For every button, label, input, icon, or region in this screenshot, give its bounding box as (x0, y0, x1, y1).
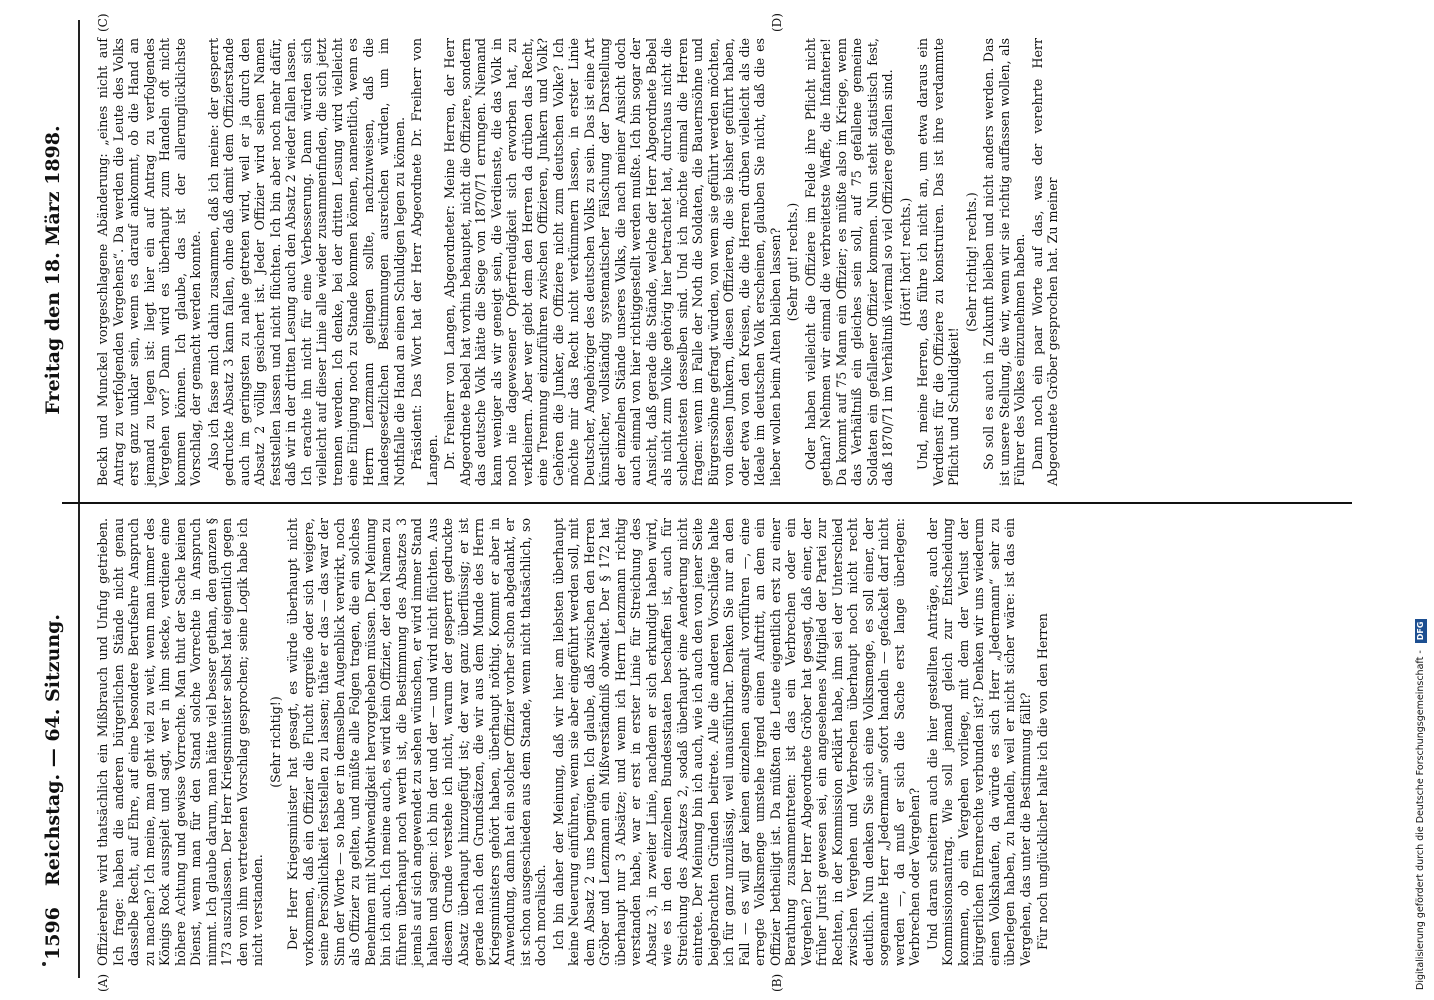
paragraph: Also ich fasse mich dahin zusammen, daß ich meine: der gesperrt gedruckte Absatz 3 kann fallen, ohne daß damit dem Offizierstande auch im geringsten zu nahe getreten wird, weil er ja durch den Absatz 2 völlig gesichert ist. Jeder Offizier wird seinen Namen feststellen lassen und nicht flüchten. Ich bin aber noch mehr dafür, daß wir in der dritten Lesung auch den Absatz 2 wieder fallen lassen. Ich erachte ihn nicht für eine Verbesserung. Dann würden sich vielleicht auf dieser Linie alle wieder zusammenfinden, die sich jetzt trennen werden. Ich denke, bei der dritten Lesung wird vielleicht eine Einigung noch zu Stande kommen können, namentlich, wenn es Herrn Lenzmann gelingen sollte, nachzuweisen, daß die landesgesetzlichen Bestimmungen ausreichen würden, um im Nothfalle die Hand an einen Schuldigen legen zu können. (205, 38, 407, 486)
column-divider (62, 502, 1352, 504)
session-heading: Reichstag. — 64. Sitzung. (42, 613, 64, 887)
paragraph: So soll es auch in Zukunft bleiben und nicht anders werden. Das ist unsere Stellung, die wir, wenn wir sie richtig auffassen wollen, als Führer des Volkes einzunehmen haben. (981, 38, 1027, 486)
page-number: 1596 (42, 907, 64, 960)
date-heading: Freitag den 18. März 1898. (42, 125, 64, 415)
digitization-credit (1408, 0, 1434, 1000)
margin-mark-a: (A) (96, 973, 110, 992)
paragraph: Beckh und Munckel vorgeschlagene Abänderung: „eines nicht auf Antrag zu verfolgenden Vergehens“. Da werden die Leute des Volks erst ganz unklar sein, wenn es darauf ankommt, ob die Hand an jemand zu legen ist: liegt hier ein auf Antrag zu verfolgendes Vergehen vor? Dann wird es überhaupt zum Handeln oft nicht kommen können. Ich glaube, das ist der allerunglücklichste Vorschlag, der gemacht werden konnte. (95, 38, 203, 486)
interjection: (Sehr gut! rechts.) (785, 202, 800, 322)
speaker-paragraph: Dr. Freiherr von Langen, Abgeordneter: Meine Herren, der Herr Abgeordnete Bebel hat vorhin behauptet, nicht die Offiziere, sondern das deutsche Volk hätte die Siege von 1870/71 errungen. Niemand kann weniger als wir geneigt sein, die Verdienste, die das Volk in noch nie dagewesener Opferfreudigkeit sich erworben hat, zu verkleinern. Aber wer giebt dem den Herren da drüben das Recht, eine Trennung einzuführen zwischen Offizieren, Junkern und Volk? Gehören die Junker, die Offiziere nicht zum deutschen Volke? Ich möchte mir das Recht nicht verkümmern lassen, in erster Linie Deutscher, Angehöriger des deutschen Volks zu sein. Das ist eine Art künstlicher, vollständig systematischer Fälschung der Darstellung der einzelnen Stände unseres Volks, die nach meiner Ansicht doch auch einmal von hier richtiggestellt werden mußte. Ich bin sogar der Ansicht, daß gerade die Stände, welche der Herr Abgeordnete Bebel als nicht zum Volke gehörig hier betrachtet hat, durchaus nicht die schlechtesten desselben sind. Und ich möchte einmal die Herren fragen: wenn im Falle der Noth die Soldaten, die Bauernsöhne und Bürgerssöhne gefragt würden, von wem sie geführt werden möchten, von diesen Junkern, diesen Offizieren, die sie bisher geführt haben, oder etwa von den Kreisen, die die Herren drüben vielleicht als die Ideale im deutschen Volk erscheinen, glauben Sie nicht, daß die es lieber wollen beim Alten bleiben lassen? (442, 38, 783, 486)
digitization-sidebar (1408, 0, 1434, 1000)
interjection: (Sehr richtig! rechts.) (963, 192, 979, 332)
paragraph: Und, meine Herren, das führe ich nicht an, um etwa daraus ein Verdienst für die Offiziere zu konstruiren. Das ist ihre verdammte Pflicht und Schuldigkeit! (915, 38, 961, 486)
paragraph: Und daran scheitern auch die hier gestellten Anträge, auch der Kommissionsantrag. Wie soll jemand gleich zur Entscheidung kommen, ob ein Vergehen vorliege, mit dem der Verlust der bürgerlichen Ehrenrechte verbunden ist? Denken wir uns wiederum einen Volkshaufen, da würde es sich Herr „Jedermann“ sehr zu überlegen haben, zu handeln, weil er nicht sicher wäre: ist das ein Vergehen, das unter die Bestimmung fällt? (924, 518, 1033, 966)
header-rule (78, 20, 80, 978)
paragraph: Ich bin daher der Meinung, daß wir hier am liebsten überhaupt keine Neuerung einführen, wenn sie aber eingeführt werden soll, mit dem Absatz 2 uns begnügen. Ich glaube, daß zwischen den Herren Gröber und Lenzmann ein Mißverständniß obwaltet. Der § 172 hat überhaupt nur 3 Absätze; und wenn ich Herrn Lenzmann richtig verstanden habe, war er erst in erster Linie für Streichung des Absatz 3, in zweiter Linie, nachdem er sich erkundigt haben wird, wie es in den einzelnen Bundesstaaten beschaffen ist, auch für Streichung des Absatzes 2, sodaß überhaupt eine Aenderung nicht eintrete. Der Meinung bin ich auch, wie ich auch den von jener Seite beigebrachten Gründen beitrete. Alle die anderen Vorschläge halte ich für ganz unzulässig, weil unausführbar. Denken Sie nur an den Fall — es will gar keinen einzelnen ausgemalt vorführen —, eine erregte Volksmenge umstehe irgend einen Auftritt, an dem ein Offizier betheiligt ist. Da müßten die Leute eigentlich erst zu einer Berathung zusammentreten: ist das ein Verbrechen oder ein Vergehen? Der Herr Abgeordnete Gröber hat gesagt, daß einer, der früher Jurist gewesen sei, ein angesehenes Mitglied der Partei zur Rechten, in der Kommission erklärt habe, ihm sei der Unterschied zwischen Vergehen und Verbrechen überhaupt noch nicht recht deutlich. Nun denken Sie sich eine Volksmenge, es soll einer, der sogenannte Herr „Jedermann“ sofort handeln — gefackelt darf nicht werden —, da muß er sich die Sache erst lange überlegen: Verbrechen oder Vergehen? (550, 518, 922, 966)
dfg-logo: DFG (1415, 619, 1427, 644)
speaker-paragraph: Präsident: Das Wort hat der Herr Abgeordnete Dr. Freiherr von Langen. (409, 38, 440, 486)
right-column (95, 38, 1063, 486)
margin-mark-d: (D) (770, 13, 784, 32)
interjection: (Hört! hört! rechts.) (897, 197, 913, 327)
paragraph: Offizierehre wird thatsächlich ein Mißbrauch und Unfug getrieben. Ich frage: haben die anderen bürgerlichen Stände nicht genau dasselbe Recht, auf Ehre, auf eine besondere Berufsehre Anspruch zu machen? Ich meine, man geht viel zu weit, wenn man immer des Königs Rock ausspielt und sagt, wer in ihm stecke, verdiene eine höhere Achtung und gewisse Vorrechte. Man thut der Sache keinen Dienst, wenn man für den Stand solche Vorrechte in Anspruch nimmt. Ich glaube darum, man hätte viel besser gethan, den ganzen § 173 auszulassen. Der Herr Kriegsminister selbst hat eigentlich gegen den von ihm vertretenen Vorschlag gesprochen; seine Logik habe ich nicht verstanden. (95, 518, 265, 966)
paragraph: Oder haben vielleicht die Offiziere im Felde ihre Pflicht nicht gethan? Nehmen wir einmal die verbreitetste Waffe, die Infanterie! Da kommt auf 75 Mann ein Offizier; es müßte also im Kriege, wenn das Verhältniß ein gleiches sein soll, auf 75 gefallene gemeine Soldaten ein gefallener Offizier kommen. Nun steht statistisch fest, daß 1870/71 im Verhältniß viermal so viel Offiziere gefallen sind. (802, 38, 895, 486)
margin-mark-b: (B) (770, 973, 784, 992)
ink-speck (42, 962, 46, 966)
interjection: (Sehr richtig!) (267, 696, 283, 788)
credit-text: Digitalisierung gefördert durch die Deutsche Forschungsgemeinschaft - (1415, 650, 1426, 990)
paragraph: Der Herr Kriegsminister hat gesagt, es würde überhaupt nicht vorkommen, daß ein Offizier die Flucht ergreife oder sich weigere, seine Persönlichkeit feststellen zu lassen; thäte er das — das war der Sinn der Worte — so habe er in demselben Augenblick verwirkt, noch als Offizier zu gelten, und müßte alle Folgen tragen, die ein solches Benehmen mit Nothwendigkeit hervorgeheben müssen. Der Meinung bin ich auch. Ich meine auch, es wird kein Offizier, der den Namen zu führen überhaupt noch werth ist, die Bestimmung des Absatzes 3 jemals auf sich angewendet zu sehen wünschen, er wird immer Stand halten und sagen: ich bin der und der — und wird nicht flüchten. Aus diesem Grunde verstehe ich nicht, warum der gesperrt gedruckte Absatz überhaupt hinzugefügt ist; der war ganz überflüssig; er ist gerade nach den Grundsätzen, die wir aus dem Munde des Herrn Kriegsministers gehört haben, überhaupt nöthig. Kommt er aber in Anwendung, dann hat ein solcher Offizier vorher schon abgedankt, er ist schon ausgeschieden aus dem Stande, wenn nicht thatsächlich, so doch moralisch. (285, 518, 548, 966)
paragraph: Dann noch ein paar Worte auf das, was der verehrte Herr Abgeordnete Gröber gesprochen hat. Zu meiner (1029, 38, 1060, 486)
left-column (95, 518, 1053, 966)
paragraph: Für noch unglücklicher halte ich die von den Herren (1035, 613, 1050, 950)
margin-mark-c: (C) (96, 13, 110, 32)
